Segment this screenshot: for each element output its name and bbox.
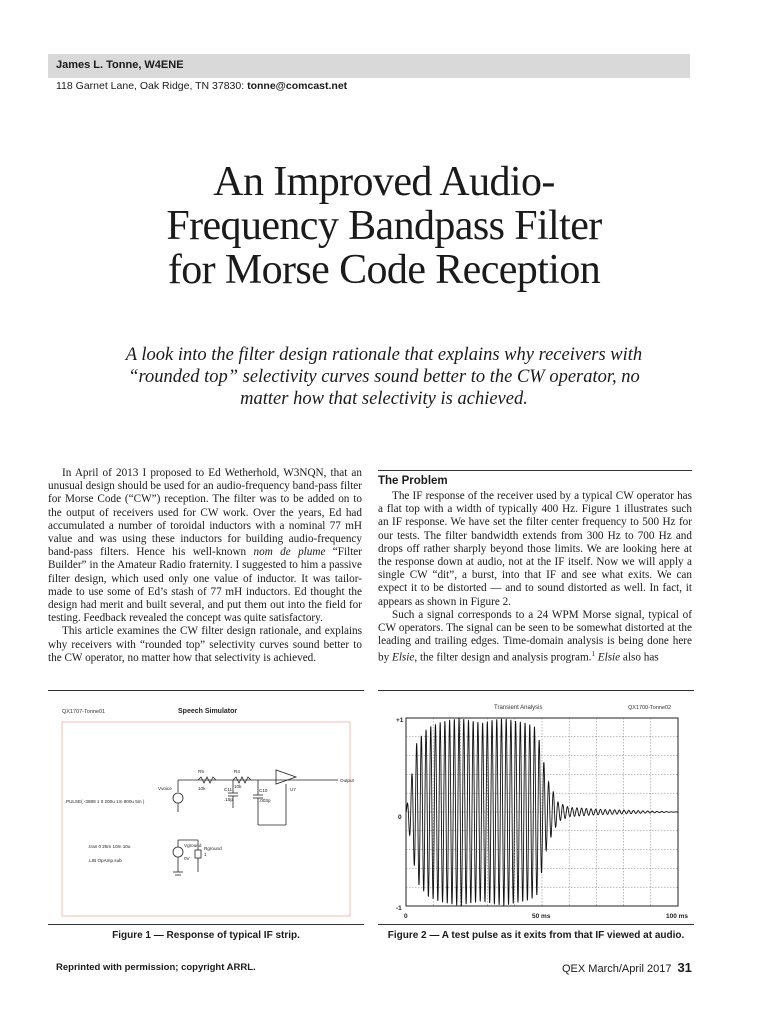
figure2-top-rule <box>378 690 694 691</box>
tran-directive: .tran 0 25m 10m 10u <box>88 844 131 849</box>
paragraph-text: Such a signal corresponds to a 24 WPM Morse signal, typical of CW operators. The signal can be seen to be somewhat distorted at the leading and trailing edges. Time-domain analysis is being done here by <box>378 608 692 665</box>
c10-value: .003p <box>259 798 271 803</box>
figure2-id: QX1700-Tonne02 <box>628 705 672 711</box>
paragraph-text: , the filter design and analysis program. <box>414 652 592 665</box>
title-line: Frequency Bandpass Filter <box>166 203 602 249</box>
x-tick-label-zero: 0 <box>404 913 408 920</box>
body-paragraph <box>48 467 362 625</box>
figure1-bottom-rule <box>48 924 364 925</box>
y-tick-label-top: +1 <box>396 717 404 724</box>
figure1 <box>48 700 364 920</box>
figure2-caption: Figure 2 — A test pulse as it exits from that IF viewed at audio. <box>387 930 685 941</box>
figure2 <box>378 700 694 920</box>
footnote-ref: 1 <box>591 650 595 659</box>
journal-footer <box>562 960 692 975</box>
r4-label: R4 <box>234 769 240 774</box>
y-tick-label-zero: 0 <box>398 814 402 821</box>
page-number: 31 <box>677 960 692 975</box>
r4-value: 10k <box>234 784 242 789</box>
body-paragraph: This article examines the CW filter design rationale, and explains why receivers with “rounded top” selectivity curves sound better to the CW operator, no matter how that selectivity is achieved. <box>48 625 362 664</box>
schematic-border <box>62 722 350 916</box>
paragraph-italic: Elsie <box>594 652 621 665</box>
figure1-heading: Speech Simulator <box>178 708 238 715</box>
section-rule <box>378 470 692 471</box>
body-paragraph <box>378 609 692 666</box>
paragraph-text: also has <box>620 652 659 665</box>
body-left-column <box>48 467 362 665</box>
c10-label: C10 <box>259 788 268 793</box>
author-bar <box>48 54 690 78</box>
subtitle-line: matter how that selectivity is achieved. <box>240 389 528 409</box>
body-right-column <box>378 490 692 665</box>
c11-label: C11 <box>224 787 233 792</box>
rground-value: 1 <box>204 852 207 857</box>
paragraph-italic: Elsie <box>391 652 415 665</box>
author-email: tonne@comcast.net <box>247 80 348 92</box>
figure2-bottom-rule <box>378 924 694 925</box>
pulse-spec: PULSE( -3888 1 0 200u 1m 800u 5m ) <box>66 799 145 804</box>
title-line: for Morse Code Reception <box>167 247 601 293</box>
x-tick-label-mid: 50 ms <box>532 913 551 920</box>
y-tick-label-bottom: -1 <box>396 905 402 912</box>
article-subtitle <box>74 344 694 410</box>
figure1-id: QX1707-Tonne01 <box>62 709 106 715</box>
paragraph-text: In April of 2013 I proposed to Ed Wetherhold, W3NQN, that an unusual design should be used for an audio-frequency band-pass filter for Morse Code (“CW”) reception. The filter was to be added on to the output of receivers used for CW work. Over the years, Ed had accumulated a number of toroidal inductors with a nominal 77 mH value and was using these inductors for building audio-frequency band-pass filters. Hence his well-known <box>48 467 362 559</box>
chart-title: Transient Analysis <box>494 705 543 711</box>
paragraph-text: “Filter Builder” in the Amateur Radio fraternity. I suggested to him a passive filter design, which used only one value of inductor. It was tailor-made to use some of Ed’s stash of 77 mH inductors. Ed thought the design had merit and built several, and put them out into the field for testing. Feedback revealed the concept was quite satisfactory. <box>48 546 362 625</box>
r5-value: 10k <box>198 786 206 791</box>
subtitle-line: “rounded top” selectivity curves sound better to the CW operator, no <box>128 367 640 387</box>
reprint-notice: Reprinted with permission; copyright ARRL. <box>56 962 256 973</box>
author-name: James L. Tonne, W4ENE <box>56 59 184 71</box>
zero-volt-label: 0V <box>184 856 190 861</box>
article-title <box>60 160 708 292</box>
body-paragraph: The IF response of the receiver used by a typical CW operator has a flat top with a width of typically 400 Hz. Figure 1 illustrates such an IF response. We have set the filter center frequency to 500 Hz for our tests. The filter bandwidth extends from 300 Hz to 700 Hz and drops off rather sharply beyond those limits. We are looking here at the response down at audio, not at the IF itself. Now we will apply a single CW “dit”, a burst, into that IF and see what exits. We can expect it to be distorted — and to sound distorted as well. In fact, it appears as shown in Figure 2. <box>378 490 692 608</box>
title-line: An Improved Audio- <box>213 159 555 205</box>
u7-label: U7 <box>290 787 296 792</box>
vvoice-label: Vvoice <box>158 786 172 791</box>
schematic-diagram <box>48 700 364 920</box>
section-heading: The Problem <box>378 475 448 487</box>
x-tick-label-end: 100 ms <box>666 913 689 920</box>
transient-chart <box>378 700 694 920</box>
output-label: Output <box>340 778 354 783</box>
lib-directive: .LIB OpAmp.sub <box>88 858 122 863</box>
author-address <box>56 80 347 92</box>
journal-issue: QEX March/April 2017 <box>562 963 672 975</box>
paragraph-italic: nom de plume <box>253 546 326 559</box>
rground-label: Rground <box>204 846 222 851</box>
figure1-top-rule <box>48 690 364 691</box>
address-text: 118 Garnet Lane, Oak Ridge, TN 37830: <box>56 80 248 92</box>
vground-label: Vground <box>184 843 202 848</box>
subtitle-line: A look into the filter design rationale that explains why receivers with <box>125 345 643 365</box>
c11-value: .15p <box>224 797 233 802</box>
figure1-caption: Figure 1 — Response of typical IF strip. <box>112 930 300 941</box>
r5-label: R5 <box>198 769 204 774</box>
